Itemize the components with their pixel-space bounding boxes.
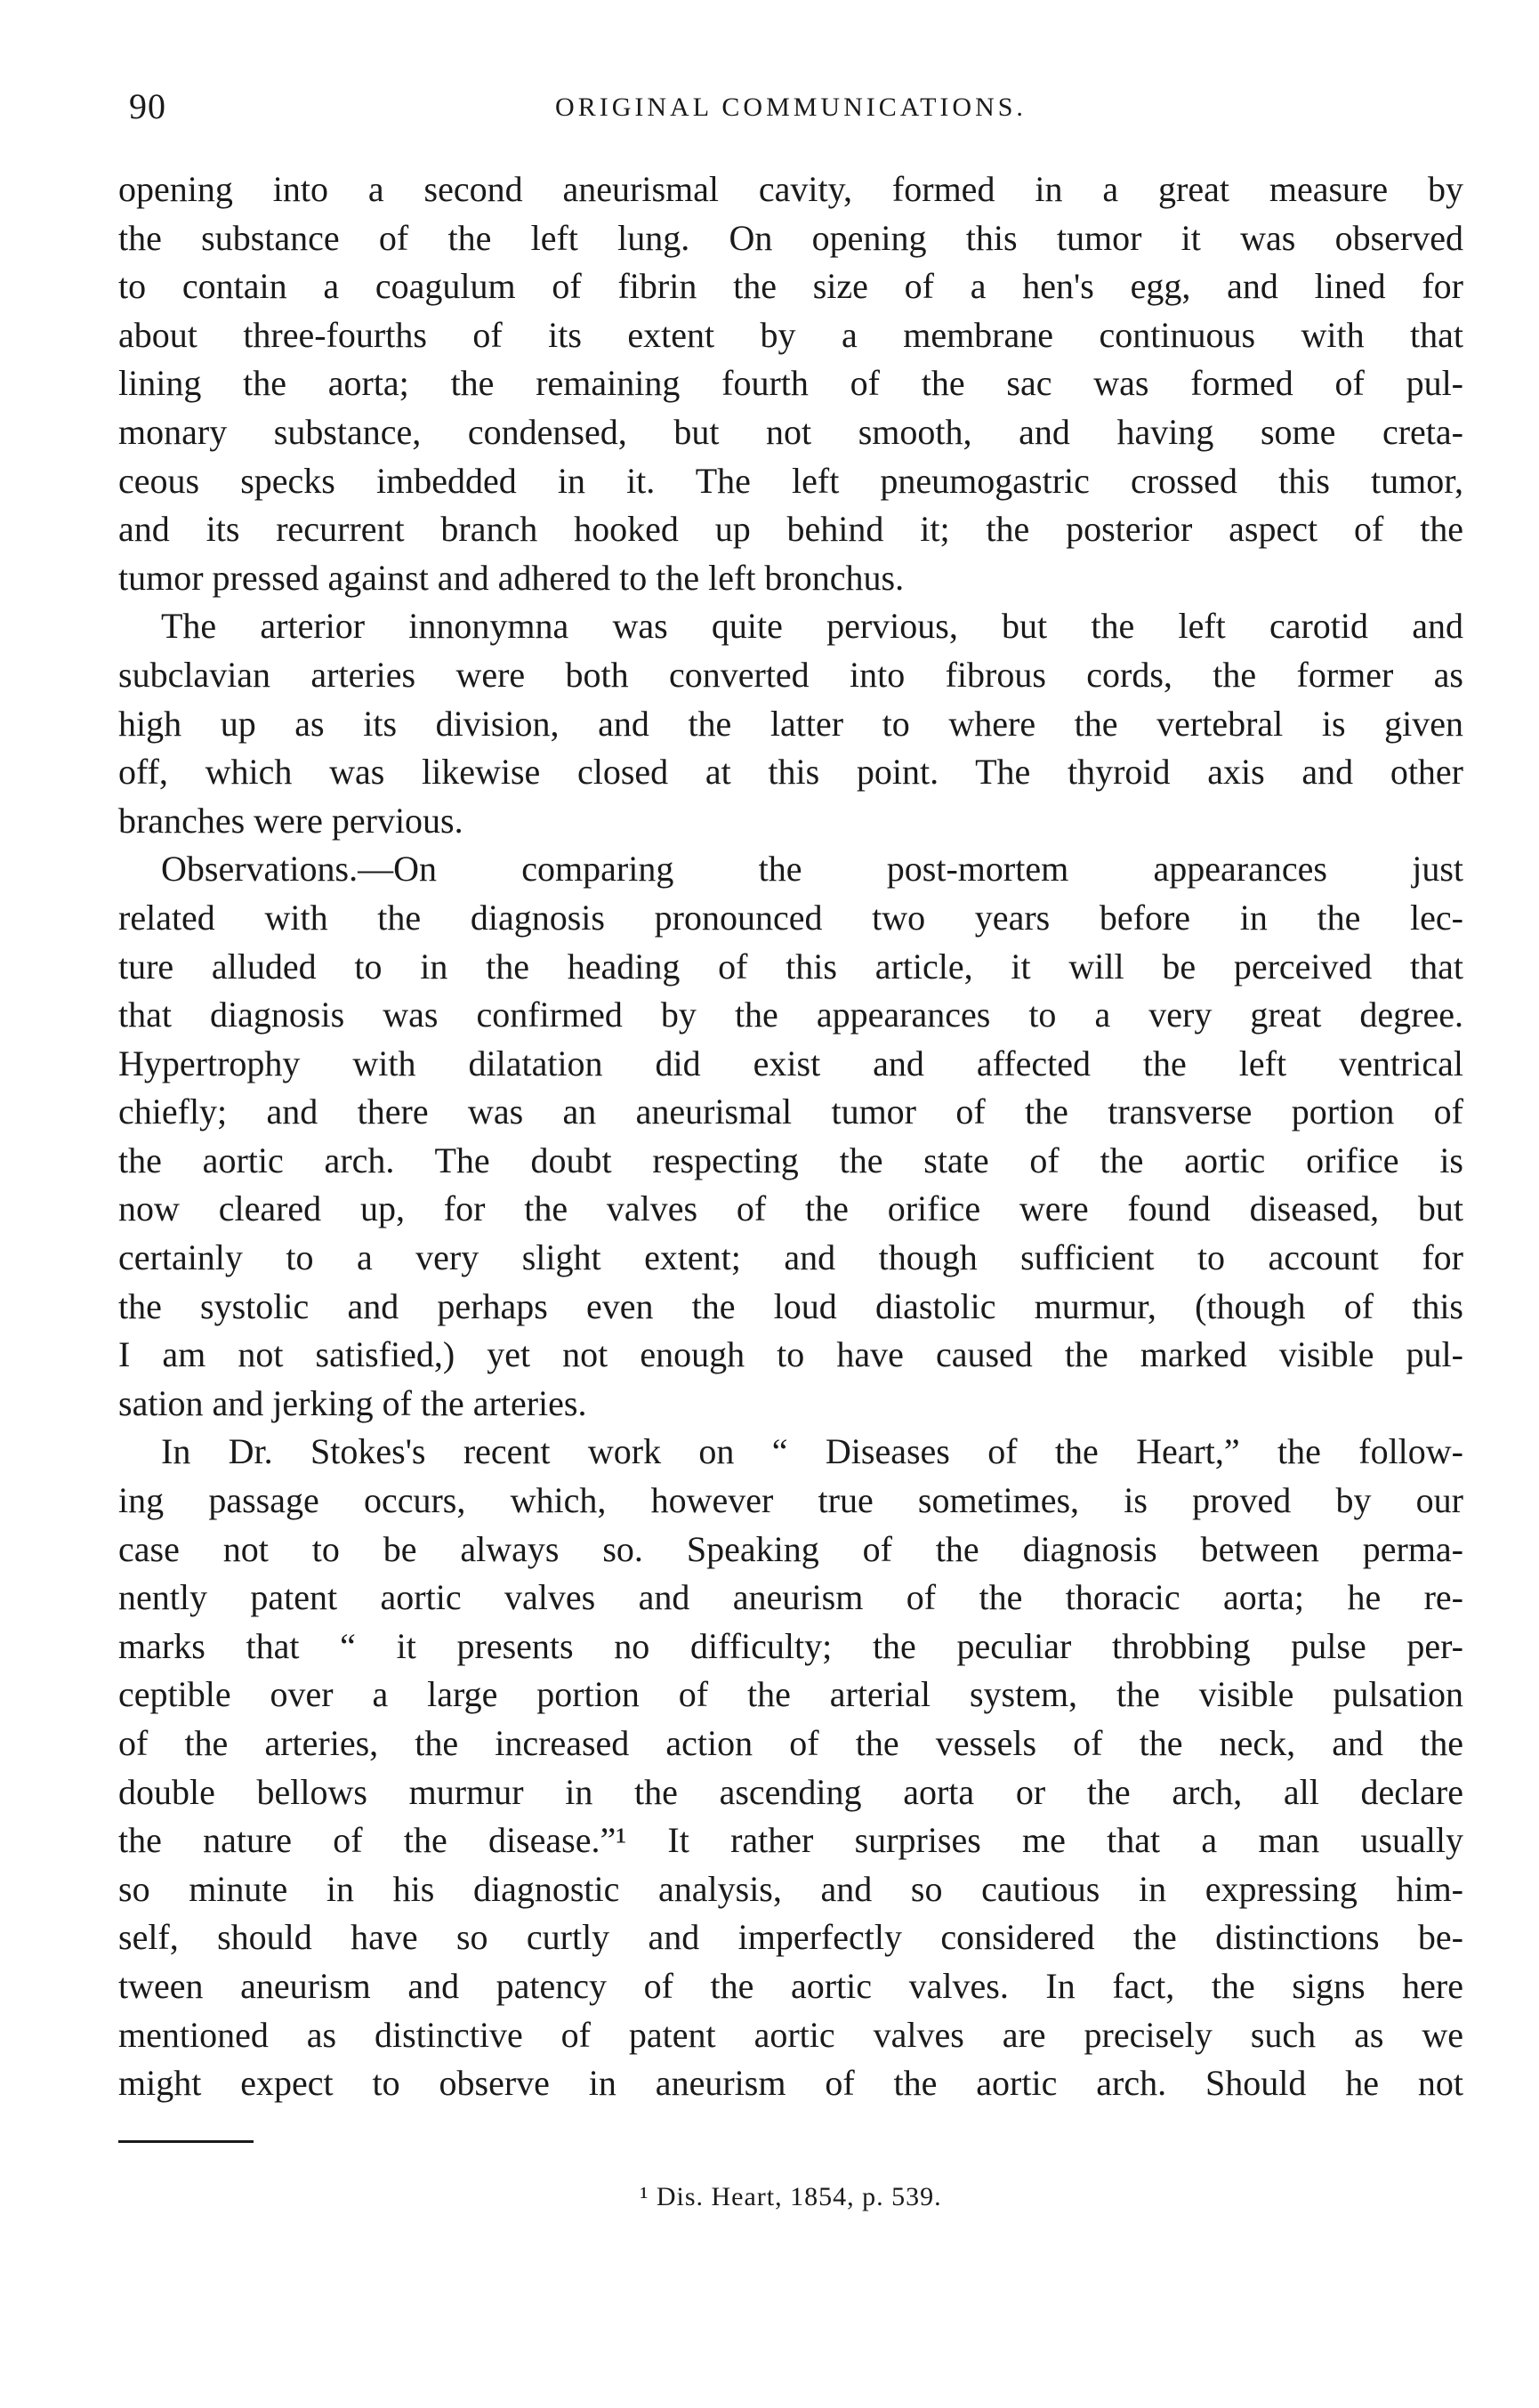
text-line: In Dr. Stokes's recent work on “ Diseases of the Heart,” the follow- bbox=[161, 1431, 1463, 1472]
text-line: off, which was likewise closed at this point. The thyroid axis and other bbox=[118, 752, 1463, 793]
book-page bbox=[118, 85, 1463, 2212]
text-line: of the arteries, the increased action of the vessels of the neck, and the bbox=[118, 1723, 1463, 1763]
text-line: branches were pervious. bbox=[118, 800, 463, 841]
text-line: opening into a second aneurismal cavity, formed in a great measure by bbox=[118, 169, 1463, 209]
text-line: about three-fourths of its extent by a membrane continuous with that bbox=[118, 314, 1463, 355]
text-line: marks that “ it presents no difficulty; the peculiar throbbing pulse per- bbox=[118, 1625, 1463, 1666]
text-line: related with the diagnosis pronounced two years before in the lec- bbox=[118, 897, 1463, 938]
text-line: and its recurrent branch hooked up behind it; the posterior aspect of the bbox=[118, 509, 1463, 550]
footnote: ¹ Dis. Heart, 1854, p. 539. bbox=[640, 2181, 942, 2211]
text-line: lining the aorta; the remaining fourth of the sac was formed of pul- bbox=[118, 363, 1463, 404]
text-line: chiefly; and there was an aneurismal tumor of the transverse portion of bbox=[118, 1091, 1463, 1132]
text-line: that diagnosis was confirmed by the appearances to a very great degree. bbox=[118, 995, 1463, 1035]
text-line: Hypertrophy with dilatation did exist and affected the left ventrical bbox=[118, 1043, 1463, 1083]
text-line: certainly to a very slight extent; and though sufficient to account for bbox=[118, 1237, 1463, 1278]
text-line: the systolic and perhaps even the loud diastolic murmur, (though of this bbox=[118, 1285, 1463, 1326]
text-line: might expect to observe in aneurism of the aortic arch. Should he not bbox=[118, 2063, 1463, 2104]
text-line: tween aneurism and patency of the aortic valves. In fact, the signs here bbox=[118, 1965, 1463, 2006]
text-line: ceptible over a large portion of the arterial system, the visible pulsation bbox=[118, 1674, 1463, 1715]
text-line: the substance of the left lung. On opening this tumor it was observed bbox=[118, 217, 1463, 258]
body-text bbox=[118, 165, 1463, 2108]
text-line: high up as its division, and the latter to where the vertebral is given bbox=[118, 703, 1463, 744]
text-line: I am not satisfied,) yet not enough to have caused the marked visible pul- bbox=[118, 1334, 1463, 1375]
text-line: subclavian arteries were both converted into fibrous cords, the former as bbox=[118, 654, 1463, 695]
text-line: so minute in his diagnostic analysis, and so cautious in expressing him- bbox=[118, 1868, 1463, 1909]
running-head bbox=[118, 85, 1463, 139]
text-line: now cleared up, for the valves of the orifice were found diseased, but bbox=[118, 1188, 1463, 1229]
text-line: mentioned as distinctive of patent aortic valves are precisely such as we bbox=[118, 2014, 1463, 2055]
text-line: sation and jerking of the arteries. bbox=[118, 1382, 587, 1423]
text-line: the aortic arch. The doubt respecting the state of the aortic orifice is bbox=[118, 1140, 1463, 1180]
text-line: double bellows murmur in the ascending aorta or the arch, all declare bbox=[118, 1771, 1463, 1812]
text-line: The arterior innonymna was quite pervious, but the left carotid and bbox=[161, 606, 1463, 647]
text-line: ture alluded to in the heading of this article, it will be perceived that bbox=[118, 946, 1463, 987]
text-line: to contain a coagulum of fibrin the size of a hen's egg, and lined for bbox=[118, 266, 1463, 307]
text-line: case not to be always so. Speaking of the diagnosis between perma- bbox=[118, 1528, 1463, 1569]
text-line: tumor pressed against and adhered to the left bronchus. bbox=[118, 557, 905, 598]
text-line: nently patent aortic valves and aneurism of the thoracic aorta; he re- bbox=[118, 1577, 1463, 1618]
text-line: monary substance, condensed, but not smooth, and having some creta- bbox=[118, 411, 1463, 452]
page-number: 90 bbox=[129, 86, 166, 126]
text-line: Observations.—On comparing the post-mortem appearances just bbox=[161, 849, 1463, 890]
running-title: ORIGINAL COMMUNICATIONS. bbox=[555, 93, 1027, 122]
text-line: self, should have so curtly and imperfectly considered the distinctions be- bbox=[118, 1917, 1463, 1958]
text-line: the nature of the disease.”¹ It rather surprises me that a man usually bbox=[118, 1820, 1463, 1861]
text-line: ceous specks imbedded in it. The left pneumogastric crossed this tumor, bbox=[118, 460, 1463, 501]
footnote-rule bbox=[118, 2140, 254, 2143]
text-line: ing passage occurs, which, however true sometimes, is proved by our bbox=[118, 1480, 1463, 1521]
